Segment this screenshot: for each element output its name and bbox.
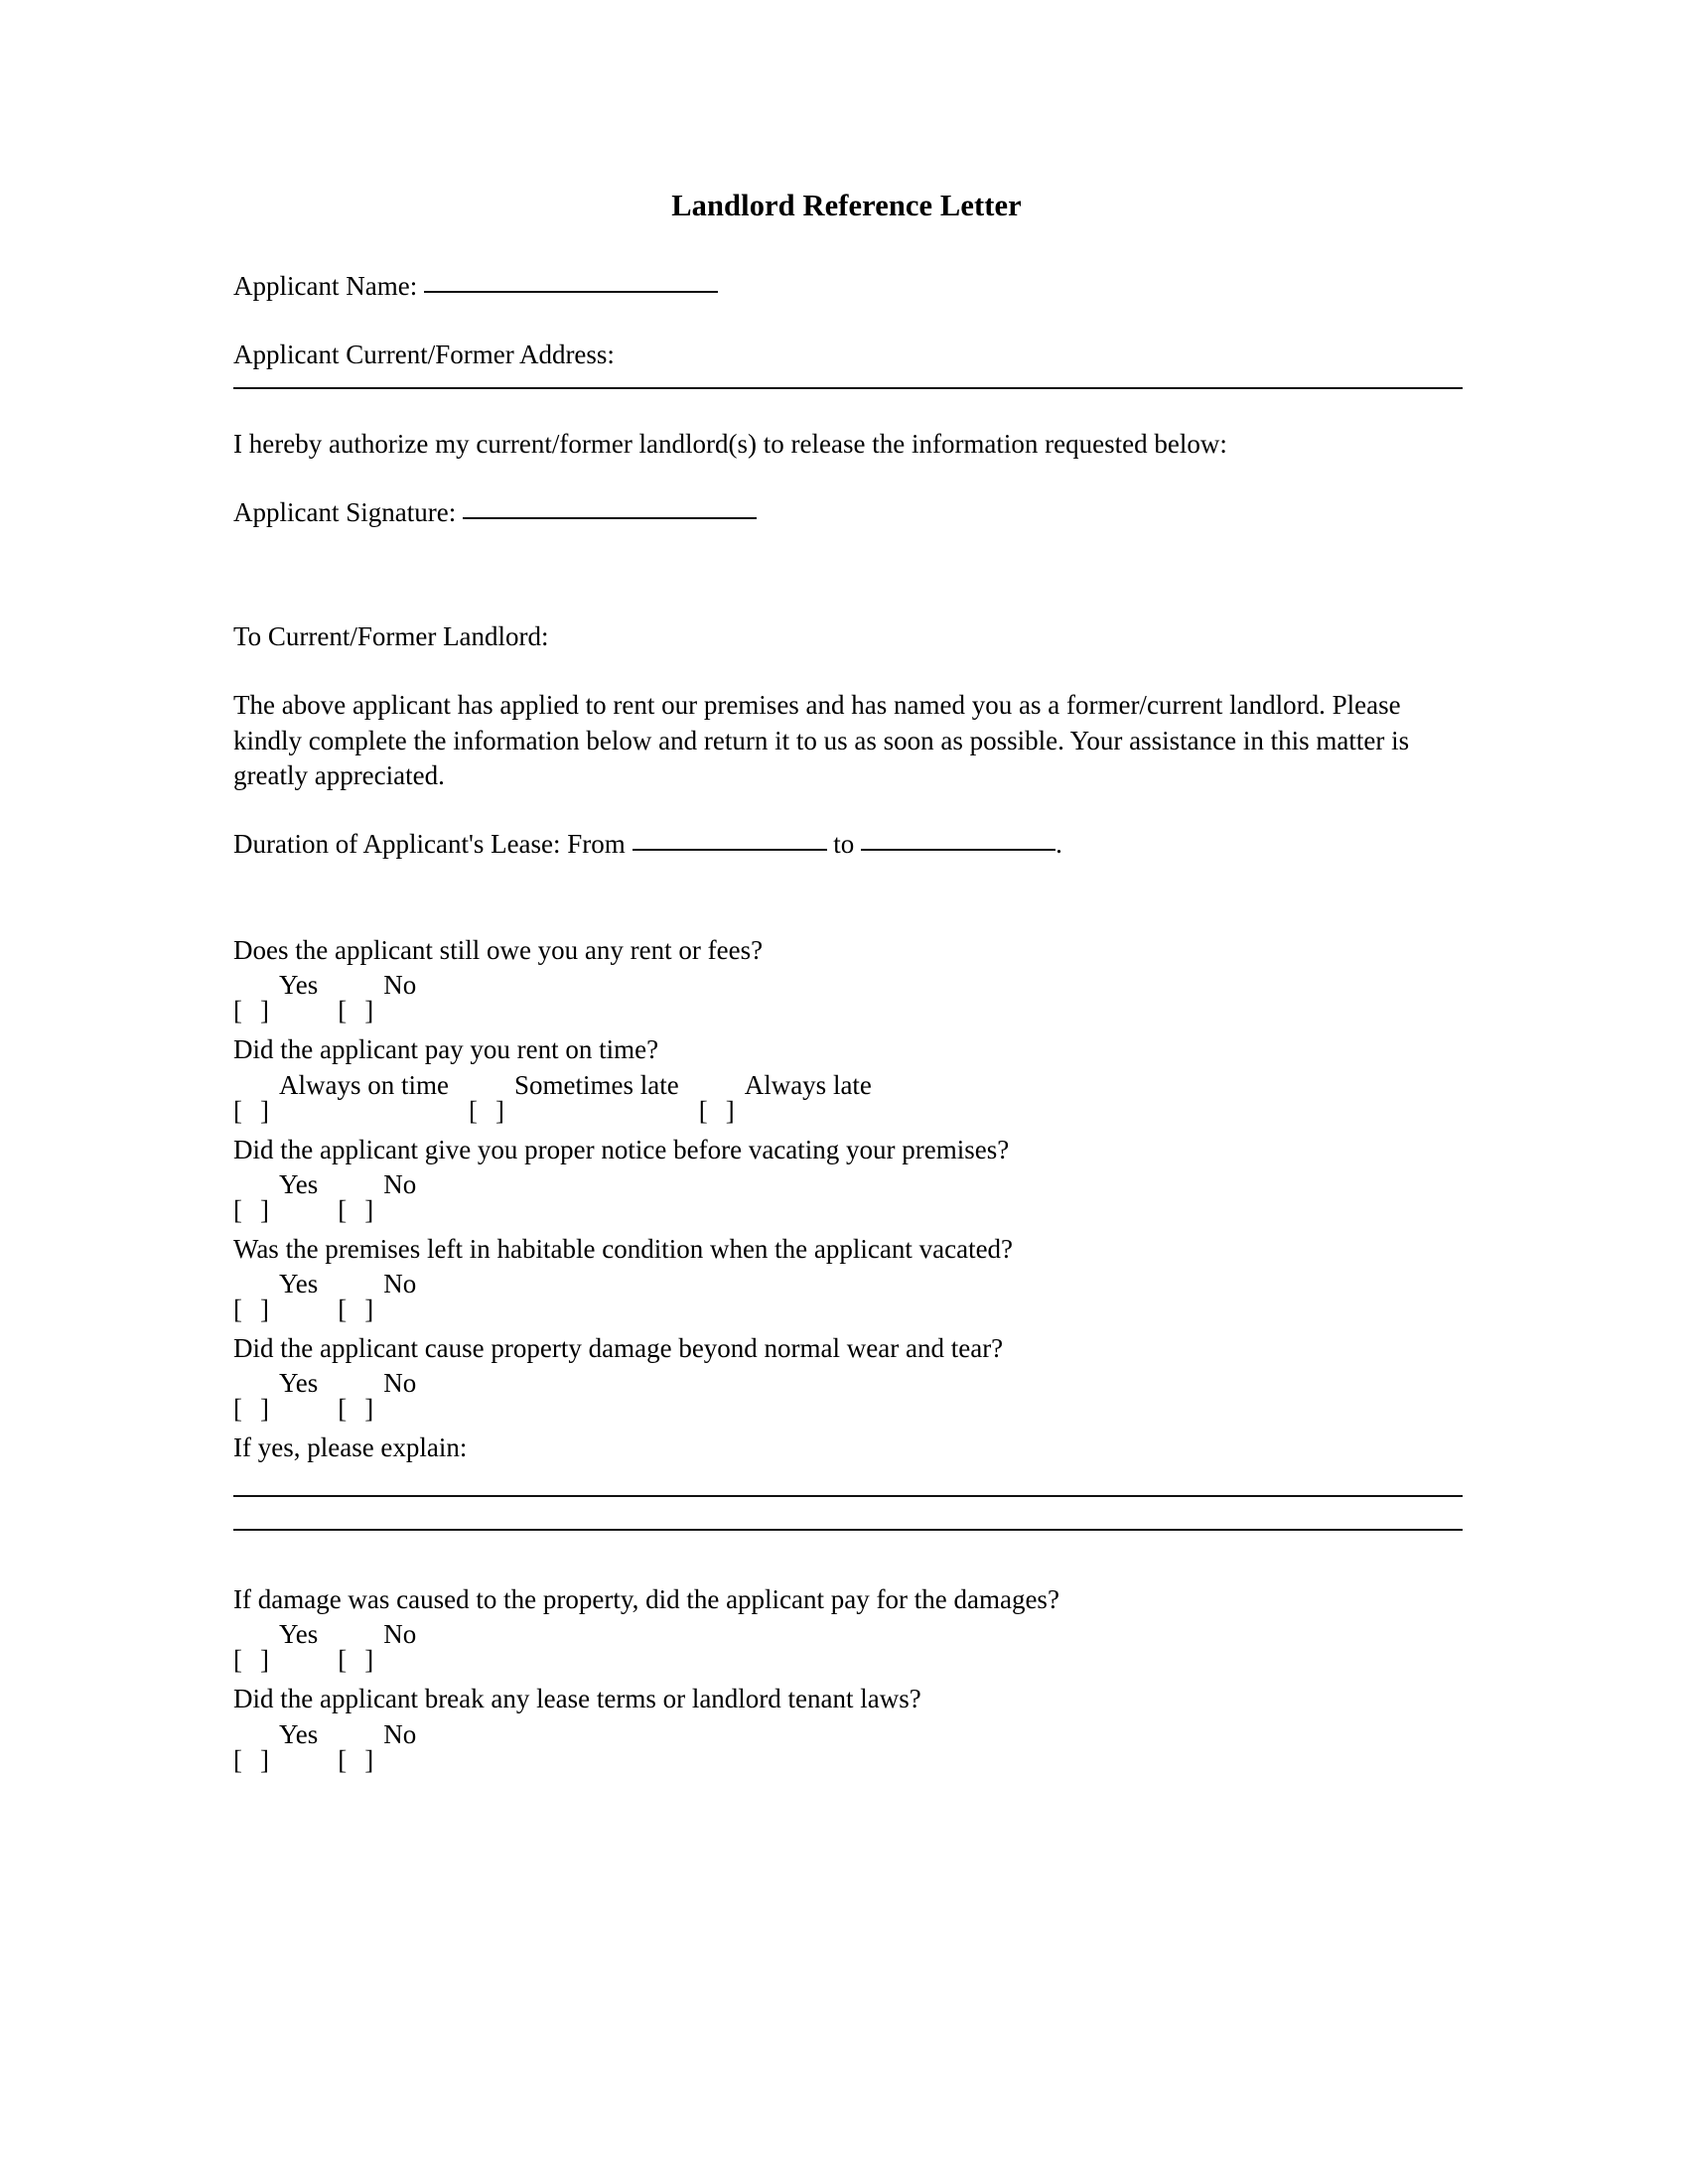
lease-duration-suffix: .	[1055, 829, 1062, 860]
spacer	[233, 389, 1460, 427]
bracket-open-glyph: [	[233, 1744, 242, 1775]
body-paragraph-row	[233, 688, 1460, 795]
applicant-signature-line	[233, 495, 1460, 531]
option-label: Always on time	[279, 1069, 449, 1100]
option-label: No	[383, 970, 417, 1001]
checkbox-option[interactable]	[233, 968, 319, 1026]
checkbox-option[interactable]	[233, 1068, 449, 1126]
applicant-signature-input[interactable]	[463, 517, 757, 519]
bracket-open-glyph: [	[698, 1095, 708, 1126]
option-label: No	[383, 1168, 417, 1199]
authorization-text: I hereby authorize my current/former landlord(s) to release the information requested below:	[233, 428, 1227, 459]
bracket-open-glyph: [	[338, 1394, 348, 1425]
lease-duration-line	[233, 827, 1460, 863]
explain-input-line-1[interactable]	[233, 1495, 1463, 1497]
option-label: No	[383, 1619, 417, 1650]
option-label: No	[383, 1268, 417, 1298]
checkbox-option[interactable]	[338, 1167, 417, 1225]
applicant-address-row	[233, 338, 1460, 389]
question-habitable-condition	[233, 1232, 1460, 1324]
checkbox-option[interactable]	[338, 1267, 417, 1324]
bracket-open-glyph: [	[233, 1645, 242, 1676]
bracket-open-glyph: [	[338, 1294, 348, 1324]
checkbox-option[interactable]	[233, 1366, 319, 1425]
option-label: Yes	[279, 970, 319, 1001]
option-group	[233, 1267, 1460, 1324]
checkbox-option[interactable]	[338, 968, 417, 1026]
checkbox-option[interactable]	[233, 1617, 319, 1676]
question-property-damage	[233, 1331, 1460, 1425]
to-landlord-label: To Current/Former Landlord:	[233, 620, 549, 651]
checkbox-option[interactable]	[233, 1717, 319, 1775]
option-group	[233, 1617, 1460, 1676]
bracket-close-glyph: ]	[260, 1095, 269, 1126]
question-pay-rent-on-time	[233, 1032, 1460, 1126]
lease-duration-middle-label: to	[826, 829, 862, 860]
spacer	[233, 564, 1460, 619]
bracket-open-glyph: [	[338, 1744, 348, 1775]
option-group	[233, 1717, 1460, 1775]
question-label: Did the applicant give you proper notice before vacating your premises?	[233, 1134, 1010, 1164]
lease-duration-row	[233, 827, 1460, 863]
applicant-name-line	[233, 269, 1460, 305]
bracket-open-glyph: [	[338, 996, 348, 1026]
option-label: Always late	[744, 1069, 872, 1100]
option-label: No	[383, 1718, 417, 1749]
body-paragraph: The above applicant has applied to rent our premises and has named you as a former/current landlord. Please kindly complete the information below and return it to us as soon as possible. Your assistance in this matter is greatly appreciated.	[233, 689, 1416, 791]
question-label: Did the applicant pay you rent on time?	[233, 1034, 659, 1065]
option-label: Yes	[279, 1718, 319, 1749]
applicant-signature-row	[233, 495, 1460, 531]
lease-to-input[interactable]	[861, 849, 1055, 851]
bracket-close-glyph: ]	[494, 1095, 504, 1126]
lease-from-input[interactable]	[633, 849, 827, 851]
question-label: If damage was caused to the property, did the applicant pay for the damages?	[233, 1584, 1059, 1615]
bracket-open-glyph: [	[468, 1095, 478, 1126]
bracket-close-glyph: ]	[725, 1095, 735, 1126]
bracket-close-glyph: ]	[364, 1645, 374, 1676]
applicant-name-input[interactable]	[424, 291, 718, 293]
bracket-open-glyph: [	[233, 1095, 242, 1126]
explain-section	[233, 1431, 1460, 1531]
checkbox-option[interactable]	[338, 1366, 417, 1425]
checkbox-option[interactable]	[338, 1717, 417, 1775]
option-label: Yes	[279, 1619, 319, 1650]
bracket-close-glyph: ]	[260, 1744, 269, 1775]
checkbox-option[interactable]	[698, 1068, 872, 1126]
question-broke-lease-terms	[233, 1682, 1460, 1775]
applicant-name-label: Applicant Name:	[233, 271, 424, 302]
bracket-close-glyph: ]	[364, 1194, 374, 1225]
bracket-open-glyph: [	[233, 996, 242, 1026]
page-title: Landlord Reference Letter	[671, 189, 1022, 222]
bracket-close-glyph: ]	[364, 996, 374, 1026]
question-label: Was the premises left in habitable condition when the applicant vacated?	[233, 1233, 1014, 1264]
option-label: Sometimes late	[513, 1069, 679, 1100]
checkbox-option[interactable]	[233, 1167, 319, 1225]
applicant-signature-label: Applicant Signature:	[233, 496, 463, 527]
authorization-row	[233, 427, 1460, 463]
document-content	[228, 189, 1460, 1775]
option-label: Yes	[279, 1168, 319, 1199]
option-group	[233, 1366, 1460, 1425]
bracket-open-glyph: [	[233, 1394, 242, 1425]
option-group	[233, 1167, 1460, 1225]
bracket-open-glyph: [	[233, 1194, 242, 1225]
applicant-address-label: Applicant Current/Former Address:	[233, 339, 615, 369]
option-label: Yes	[279, 1368, 319, 1399]
to-landlord-row	[233, 619, 1460, 655]
spacer	[233, 1561, 1460, 1582]
option-group	[233, 968, 1460, 1026]
question-proper-notice	[233, 1133, 1460, 1225]
bracket-close-glyph: ]	[260, 1294, 269, 1324]
bracket-open-glyph: [	[338, 1645, 348, 1676]
question-label: Does the applicant still owe you any rent or fees?	[233, 935, 764, 966]
question-label: Did the applicant cause property damage beyond normal wear and tear?	[233, 1332, 1004, 1363]
question-owe-rent-or-fees	[233, 933, 1460, 1026]
option-label: No	[383, 1368, 417, 1399]
option-group	[233, 1068, 1460, 1126]
question-label: Did the applicant break any lease terms or landlord tenant laws?	[233, 1684, 921, 1714]
bracket-close-glyph: ]	[260, 1194, 269, 1225]
question-paid-for-damages	[233, 1582, 1460, 1676]
checkbox-option[interactable]	[233, 1267, 319, 1324]
bracket-close-glyph: ]	[364, 1394, 374, 1425]
bracket-open-glyph: [	[338, 1194, 348, 1225]
bracket-close-glyph: ]	[260, 996, 269, 1026]
bracket-close-glyph: ]	[260, 1645, 269, 1676]
option-label: Yes	[279, 1268, 319, 1298]
applicant-name-row	[233, 269, 1460, 305]
explain-label: If yes, please explain:	[233, 1433, 468, 1463]
spacer	[233, 895, 1460, 933]
bracket-close-glyph: ]	[260, 1394, 269, 1425]
checkbox-option[interactable]	[338, 1617, 417, 1676]
bracket-open-glyph: [	[233, 1294, 242, 1324]
explain-input-line-2[interactable]	[233, 1529, 1463, 1531]
checkbox-option[interactable]	[468, 1068, 679, 1126]
bracket-close-glyph: ]	[364, 1744, 374, 1775]
bracket-close-glyph: ]	[364, 1294, 374, 1324]
lease-duration-label: Duration of Applicant's Lease: From	[233, 829, 633, 860]
